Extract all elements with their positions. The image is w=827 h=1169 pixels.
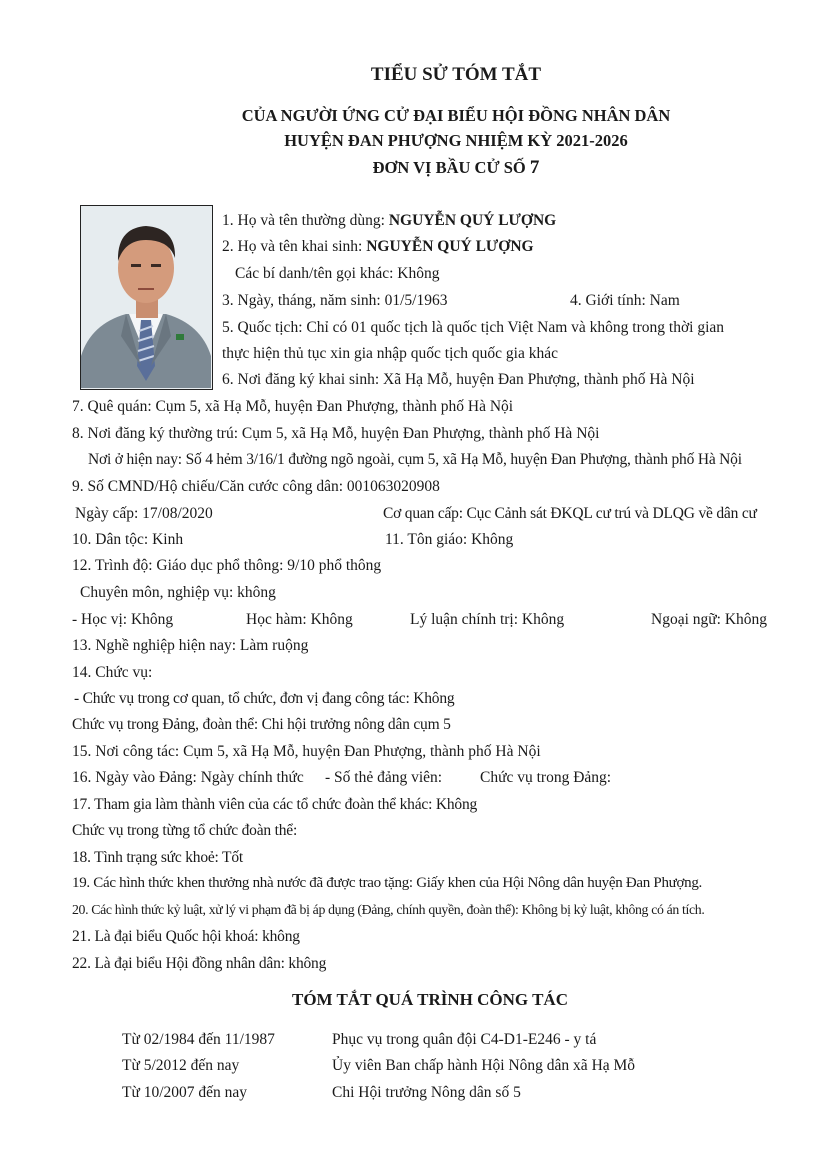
field-party-join-date: 16. Ngày vào Đảng: Ngày chính thức	[72, 769, 304, 786]
field-nationality-cont: thực hiện thủ tục xin gia nhập quốc tịch quốc gia khác	[222, 345, 558, 362]
field-gender: 4. Giới tính: Nam	[570, 292, 680, 309]
field-permanent-residence: 8. Nơi đăng ký thường trú: Cụm 5, xã Hạ Mỗ, huyện Đan Phượng, thành phố Hà Nội	[72, 425, 600, 442]
birth-name-value: NGUYỄN QUÝ LƯỢNG	[366, 238, 534, 255]
field-education: 12. Trình độ: Giáo dục phổ thông: 9/10 phổ thông	[72, 557, 382, 574]
field-current-residence: Nơi ở hiện nay: Số 4 hẻm 3/16/1 đường ngõ ngoài, cụm 5, xã Hạ Mỗ, huyện Đan Phượng, thành phố Hà Nội	[88, 451, 742, 468]
field-occupation: 13. Nghề nghiệp hiện nay: Làm ruộng	[72, 637, 309, 654]
field-aliases: Các bí danh/tên gọi khác: Không	[235, 265, 440, 282]
work-period: Từ 02/1984 đến 11/1987	[122, 1031, 275, 1048]
work-description: Phục vụ trong quân đội C4-D1-E246 - y tá	[332, 1031, 597, 1048]
constituency-number: 7	[529, 157, 540, 178]
field-ethnicity: 10. Dân tộc: Kinh	[72, 531, 184, 548]
field-hometown: 7. Quê quán: Cụm 5, xã Hạ Mỗ, huyện Đan Phượng, thành phố Hà Nội	[72, 398, 514, 415]
field-workplace: 15. Nơi công tác: Cụm 5, xã Hạ Mỗ, huyện Đan Phượng, thành phố Hà Nội	[72, 743, 541, 760]
field-birth-date: 3. Ngày, tháng, năm sinh: 01/5/1963	[222, 292, 448, 309]
field-id-issue-date: Ngày cấp: 17/08/2020	[75, 505, 213, 522]
portrait-photo	[80, 205, 213, 390]
field-id-number: 9. Số CMND/Hộ chiếu/Căn cước công dân: 001063020908	[72, 478, 440, 495]
work-description: Ủy viên Ban chấp hành Hội Nông dân xã Hạ Mỗ	[332, 1057, 636, 1074]
field-birth-registration: 6. Nơi đăng ký khai sinh: Xã Hạ Mỗ, huyện Đan Phượng, thành phố Hà Nội	[222, 371, 695, 388]
work-period: Từ 10/2007 đến nay	[122, 1084, 248, 1101]
field-political-theory: Lý luận chính trị: Không	[410, 611, 565, 628]
field-national-assembly: 21. Là đại biểu Quốc hội khoá: không	[72, 928, 300, 945]
field-party-card: - Số thẻ đảng viên:	[325, 769, 443, 786]
field-org-positions: Chức vụ trong từng tổ chức đoàn thể:	[72, 822, 298, 839]
field-common-name	[222, 212, 556, 230]
field-discipline: 20. Các hình thức kỷ luật, xử lý vi phạm đã bị áp dụng (Đảng, chính quyền, đoàn thể): Không bị kỷ luật, không có án tích.	[72, 902, 705, 917]
constituency-label: ĐƠN VỊ BẦU CỬ SỐ	[372, 158, 526, 177]
field-peoples-council: 22. Là đại biểu Hội đồng nhân dân: không	[72, 955, 327, 972]
subtitle-line-1: CỦA NGƯỜI ỨNG CỬ ĐẠI BIỂU HỘI ĐỒNG NHÂN DÂN	[241, 106, 671, 125]
document-title: TIỂU SỬ TÓM TẮT	[370, 64, 542, 85]
field-label: 1. Họ và tên thường dùng:	[222, 212, 385, 229]
work-period: Từ 5/2012 đến nay	[122, 1057, 240, 1074]
field-label: 2. Họ và tên khai sinh:	[222, 238, 363, 255]
field-profession: Chuyên môn, nghiệp vụ: không	[80, 584, 276, 601]
field-other-orgs: 17. Tham gia làm thành viên của các tổ chức đoàn thể khác: Không	[72, 796, 478, 813]
field-nationality: 5. Quốc tịch: Chỉ có 01 quốc tịch là quốc tịch Việt Nam và không trong thời gian	[222, 319, 725, 336]
field-degree: - Học vị: Không	[72, 611, 174, 628]
field-position-party: Chức vụ trong Đảng, đoàn thể: Chi hội trưởng nông dân cụm 5	[72, 716, 451, 733]
subtitle-line-2: HUYỆN ĐAN PHƯỢNG NHIỆM KỲ 2021-2026	[284, 131, 628, 150]
common-name-value: NGUYỄN QUÝ LƯỢNG	[388, 212, 557, 229]
portrait-icon	[81, 206, 211, 388]
field-party-position: Chức vụ trong Đảng:	[480, 769, 612, 786]
field-religion: 11. Tôn giáo: Không	[385, 531, 514, 548]
work-history-title: TÓM TẮT QUÁ TRÌNH CÔNG TÁC	[292, 990, 568, 1009]
field-academic-title: Học hàm: Không	[246, 611, 353, 628]
field-birth-name	[222, 238, 534, 256]
work-description: Chi Hội trưởng Nông dân số 5	[332, 1084, 521, 1101]
field-awards: 19. Các hình thức khen thưởng nhà nước đã được trao tặng: Giấy khen của Hội Nông dân huyện Đan Phượng.	[72, 875, 702, 891]
field-foreign-language: Ngoại ngữ: Không	[651, 611, 768, 628]
field-position-org: - Chức vụ trong cơ quan, tổ chức, đơn vị đang công tác: Không	[74, 690, 455, 707]
field-id-issuing-agency: Cơ quan cấp: Cục Cảnh sát ĐKQL cư trú và DLQG về dân cư	[383, 505, 757, 522]
subtitle-line-3	[0, 157, 827, 179]
field-position: 14. Chức vụ:	[72, 664, 153, 681]
field-health: 18. Tình trạng sức khoẻ: Tốt	[72, 849, 243, 866]
